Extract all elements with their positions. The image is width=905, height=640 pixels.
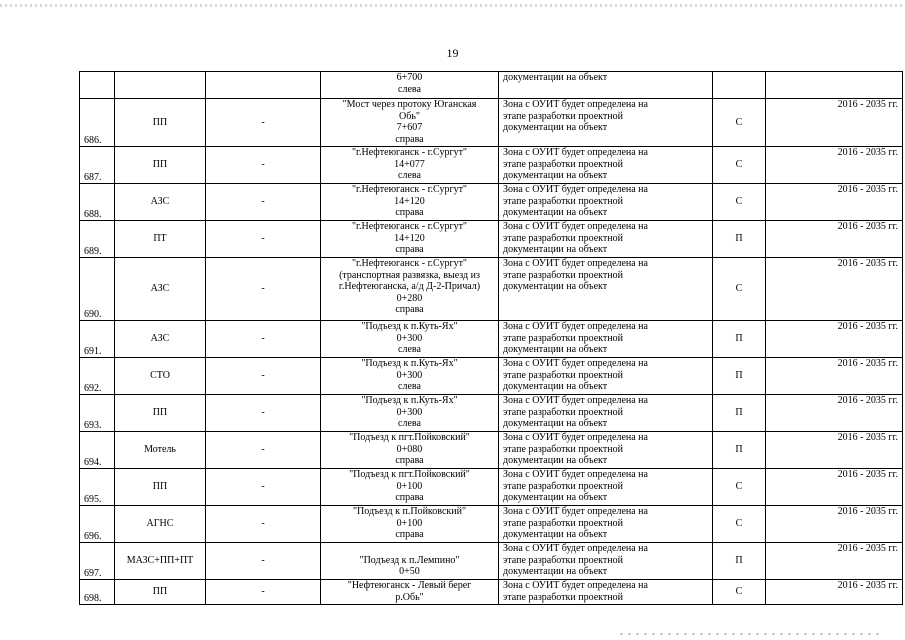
table-row <box>80 72 903 99</box>
table-row <box>80 432 903 469</box>
zone-description-line: этапе разработки проектной <box>503 443 623 455</box>
table-row <box>80 506 903 543</box>
object-location-line: "Подъезд к п.Куть-Ях" <box>361 321 458 332</box>
object-location <box>321 358 499 395</box>
object-location-line: "г.Нефтеюганск - г.Сургут" <box>351 147 468 158</box>
object-location-line: "Нефтеюганск - Левый берег <box>347 580 472 591</box>
zone-description-line: документации на объект <box>503 344 608 355</box>
implementation-period: 2016 - 2035 гг. <box>766 543 903 580</box>
object-location-line: слева <box>398 170 421 181</box>
row-number: 693. <box>80 395 115 432</box>
zone-description-line: этапе разработки проектной <box>503 269 623 281</box>
object-location-line: справа <box>395 207 424 218</box>
zone-description <box>499 580 713 605</box>
object-type: ПТ <box>115 221 206 258</box>
object-location-line: справа <box>395 455 424 466</box>
registry-table <box>79 71 903 605</box>
zone-description-line: Зона с ОУИТ будет определена на <box>503 506 648 517</box>
table-row <box>80 395 903 432</box>
zone-description-line: документации на объект <box>503 122 608 133</box>
zone-description-line: документации на объект <box>503 281 608 292</box>
object-location <box>321 147 499 184</box>
object-type <box>115 72 206 99</box>
object-location-line: 0+300 <box>396 332 423 344</box>
zone-description-line: этапе разработки проектной <box>503 369 623 381</box>
row-number: 695. <box>80 469 115 506</box>
object-location-line: "Подъезд к п.Пойковский" <box>352 506 467 517</box>
zone-description <box>499 72 713 99</box>
implementation-period: 2016 - 2035 гг. <box>766 432 903 469</box>
object-location <box>321 321 499 358</box>
implementation-period: 2016 - 2035 гг. <box>766 580 903 605</box>
table-row <box>80 99 903 147</box>
object-location-line: 0+100 <box>396 517 423 529</box>
zone-description-line: этапе разработки проектной <box>503 195 623 207</box>
object-location-line: "г.Нефтеюганск - г.Сургут" <box>351 184 468 195</box>
object-category: С <box>713 147 766 184</box>
implementation-period: 2016 - 2035 гг. <box>766 184 903 221</box>
object-category: П <box>713 321 766 358</box>
implementation-period: 2016 - 2035 гг. <box>766 147 903 184</box>
object-type: МАЗС+ПП+ПТ <box>115 543 206 580</box>
scan-artifact-bottom <box>620 633 880 635</box>
object-location-line: 0+280 <box>396 292 423 304</box>
object-location-line: "Подъезд к п.Куть-Ях" <box>361 395 458 406</box>
object-category: С <box>713 258 766 321</box>
object-location-line: 14+120 <box>394 232 425 244</box>
object-type: АЗС <box>115 258 206 321</box>
object-type: ПП <box>115 580 206 605</box>
object-location-line: 14+120 <box>394 195 425 207</box>
zone-description-line: Зона с ОУИТ будет определена на <box>503 543 648 554</box>
object-location-line: справа <box>395 529 424 540</box>
implementation-period: 2016 - 2035 гг. <box>766 321 903 358</box>
row-number: 698. <box>80 580 115 605</box>
implementation-period: 2016 - 2035 гг. <box>766 469 903 506</box>
object-mark: - <box>206 184 321 221</box>
zone-description-line: Зона с ОУИТ будет определена на <box>503 358 648 369</box>
row-number: 691. <box>80 321 115 358</box>
object-mark: - <box>206 321 321 358</box>
zone-description-line: этапе разработки проектной <box>503 517 623 529</box>
object-category <box>713 72 766 99</box>
table-row <box>80 321 903 358</box>
object-location <box>321 469 499 506</box>
object-mark: - <box>206 432 321 469</box>
row-number: 689. <box>80 221 115 258</box>
object-category: С <box>713 506 766 543</box>
object-mark: - <box>206 147 321 184</box>
object-category: П <box>713 543 766 580</box>
zone-description <box>499 543 713 580</box>
object-location-line: 0+300 <box>396 406 423 418</box>
zone-description <box>499 321 713 358</box>
implementation-period: 2016 - 2035 гг. <box>766 358 903 395</box>
object-category: П <box>713 395 766 432</box>
zone-description-line: Зона с ОУИТ будет определена на <box>503 147 648 158</box>
zone-description-line: этапе разработки проектной <box>503 158 623 170</box>
table-row <box>80 258 903 321</box>
table-row <box>80 221 903 258</box>
object-location-line: 14+077 <box>394 158 425 170</box>
table-row <box>80 184 903 221</box>
zone-description <box>499 395 713 432</box>
object-mark: - <box>206 506 321 543</box>
object-type: АЗС <box>115 184 206 221</box>
object-location <box>321 258 499 321</box>
zone-description-line: документации на объект <box>503 381 608 392</box>
object-location <box>321 99 499 147</box>
row-number: 696. <box>80 506 115 543</box>
object-mark: - <box>206 221 321 258</box>
object-type: ПП <box>115 147 206 184</box>
object-category: П <box>713 221 766 258</box>
object-location-line: 0+080 <box>396 443 423 455</box>
object-location-line: р.Обь" <box>395 591 424 603</box>
row-number: 686. <box>80 99 115 147</box>
zone-description-line: Зона с ОУИТ будет определена на <box>503 469 648 480</box>
zone-description-line: документации на объект <box>503 418 608 429</box>
implementation-period <box>766 72 903 99</box>
object-location-line: слева <box>398 381 421 392</box>
object-location <box>321 432 499 469</box>
object-location-line: 0+300 <box>396 369 423 381</box>
zone-description-line: документации на объект <box>503 244 608 255</box>
object-category: П <box>713 432 766 469</box>
zone-description-line: этапе разработки проектной <box>503 232 623 244</box>
table-row <box>80 580 903 605</box>
object-mark: - <box>206 99 321 147</box>
object-location <box>321 184 499 221</box>
row-number: 690. <box>80 258 115 321</box>
object-location <box>321 395 499 432</box>
table-row <box>80 469 903 506</box>
implementation-period: 2016 - 2035 гг. <box>766 506 903 543</box>
zone-description-line: документации на объект <box>503 170 608 181</box>
row-number: 687. <box>80 147 115 184</box>
zone-description-line: документации на объект <box>503 455 608 466</box>
object-location <box>321 72 499 99</box>
zone-description-line: документации на объект <box>503 72 608 83</box>
object-location <box>321 506 499 543</box>
table-body <box>80 72 903 605</box>
object-location-line: г.Нефтеюганска, а/д Д-2-Причал) <box>338 281 481 292</box>
zone-description-line: Зона с ОУИТ будет определена на <box>503 184 648 195</box>
object-type: АЗС <box>115 321 206 358</box>
zone-description-line: Зона с ОУИТ будет определена на <box>503 99 648 110</box>
object-mark: - <box>206 358 321 395</box>
object-location-line: справа <box>395 492 424 503</box>
zone-description <box>499 221 713 258</box>
object-type: АГНС <box>115 506 206 543</box>
zone-description <box>499 184 713 221</box>
object-mark: - <box>206 258 321 321</box>
zone-description-line: документации на объект <box>503 492 608 503</box>
object-location-line: 7+607 <box>396 122 423 133</box>
object-category: С <box>713 469 766 506</box>
zone-description-line: этапе разработки проектной <box>503 332 623 344</box>
object-location-line: (транспортная развязка, выезд из <box>339 269 480 281</box>
zone-description <box>499 147 713 184</box>
object-mark: - <box>206 395 321 432</box>
object-location-line: "г.Нефтеюганск - г.Сургут" <box>351 221 468 232</box>
zone-description-line: Зона с ОУИТ будет определена на <box>503 258 648 269</box>
row-number: 692. <box>80 358 115 395</box>
row-number: 688. <box>80 184 115 221</box>
zone-description <box>499 358 713 395</box>
object-category: П <box>713 358 766 395</box>
zone-description-line: Зона с ОУИТ будет определена на <box>503 580 648 591</box>
object-location-line: 0+100 <box>396 480 423 492</box>
scan-artifact-top <box>0 4 905 7</box>
object-location <box>321 580 499 605</box>
object-category: С <box>713 184 766 221</box>
object-location <box>321 543 499 580</box>
object-location-line: "Подъезд к п.Лемпино" <box>359 554 460 566</box>
zone-description-line: документации на объект <box>503 566 608 577</box>
object-type: ПП <box>115 99 206 147</box>
object-location-line: "г.Нефтеюганск - г.Сургут" <box>351 258 468 269</box>
object-location-line: 6+700 <box>396 72 423 83</box>
page-number: 19 <box>446 46 459 60</box>
zone-description-line: Зона с ОУИТ будет определена на <box>503 321 648 332</box>
zone-description-line: этапе разработки проектной <box>503 406 623 418</box>
zone-description <box>499 99 713 147</box>
object-location-line: справа <box>395 133 424 145</box>
zone-description-line: Зона с ОУИТ будет определена на <box>503 221 648 232</box>
zone-description-line: Зона с ОУИТ будет определена на <box>503 432 648 443</box>
object-location-line: слева <box>398 83 421 95</box>
object-location-line: "Подъезд к п.Куть-Ях" <box>361 358 458 369</box>
object-location <box>321 221 499 258</box>
object-mark <box>206 72 321 99</box>
object-location-line: справа <box>395 244 424 255</box>
object-location-line: "Мост через протоку Юганская <box>342 99 477 110</box>
object-category: С <box>713 99 766 147</box>
zone-description-line: Зона с ОУИТ будет определена на <box>503 395 648 406</box>
object-type: СТО <box>115 358 206 395</box>
zone-description <box>499 506 713 543</box>
object-location-line: "Подъезд к пгт.Пойковский" <box>349 432 470 443</box>
row-number: 697. <box>80 543 115 580</box>
zone-description <box>499 258 713 321</box>
object-location-line: Обь" <box>399 110 420 122</box>
object-type: ПП <box>115 469 206 506</box>
zone-description <box>499 432 713 469</box>
row-number: 694. <box>80 432 115 469</box>
object-location-line: справа <box>395 304 424 315</box>
object-location-line: "Подъезд к пгт.Пойковский" <box>349 469 470 480</box>
object-mark: - <box>206 580 321 605</box>
zone-description-line: этапе разработки проектной <box>503 591 623 603</box>
object-location-line: слева <box>398 344 421 355</box>
object-location-line: 0+50 <box>399 566 420 577</box>
zone-description-line: этапе разработки проектной <box>503 110 623 122</box>
object-mark: - <box>206 543 321 580</box>
implementation-period: 2016 - 2035 гг. <box>766 258 903 321</box>
table-row <box>80 358 903 395</box>
object-type: Мотель <box>115 432 206 469</box>
object-type: ПП <box>115 395 206 432</box>
zone-description-line: этапе разработки проектной <box>503 554 623 566</box>
object-category: С <box>713 580 766 605</box>
table-row <box>80 147 903 184</box>
object-mark: - <box>206 469 321 506</box>
zone-description-line: этапе разработки проектной <box>503 480 623 492</box>
object-location-line: слева <box>398 418 421 429</box>
zone-description-line: документации на объект <box>503 529 608 540</box>
zone-description <box>499 469 713 506</box>
implementation-period: 2016 - 2035 гг. <box>766 395 903 432</box>
object-location-line <box>325 543 494 555</box>
implementation-period: 2016 - 2035 гг. <box>766 99 903 147</box>
table-row <box>80 543 903 580</box>
implementation-period: 2016 - 2035 гг. <box>766 221 903 258</box>
row-number <box>80 72 115 99</box>
zone-description-line: документации на объект <box>503 207 608 218</box>
